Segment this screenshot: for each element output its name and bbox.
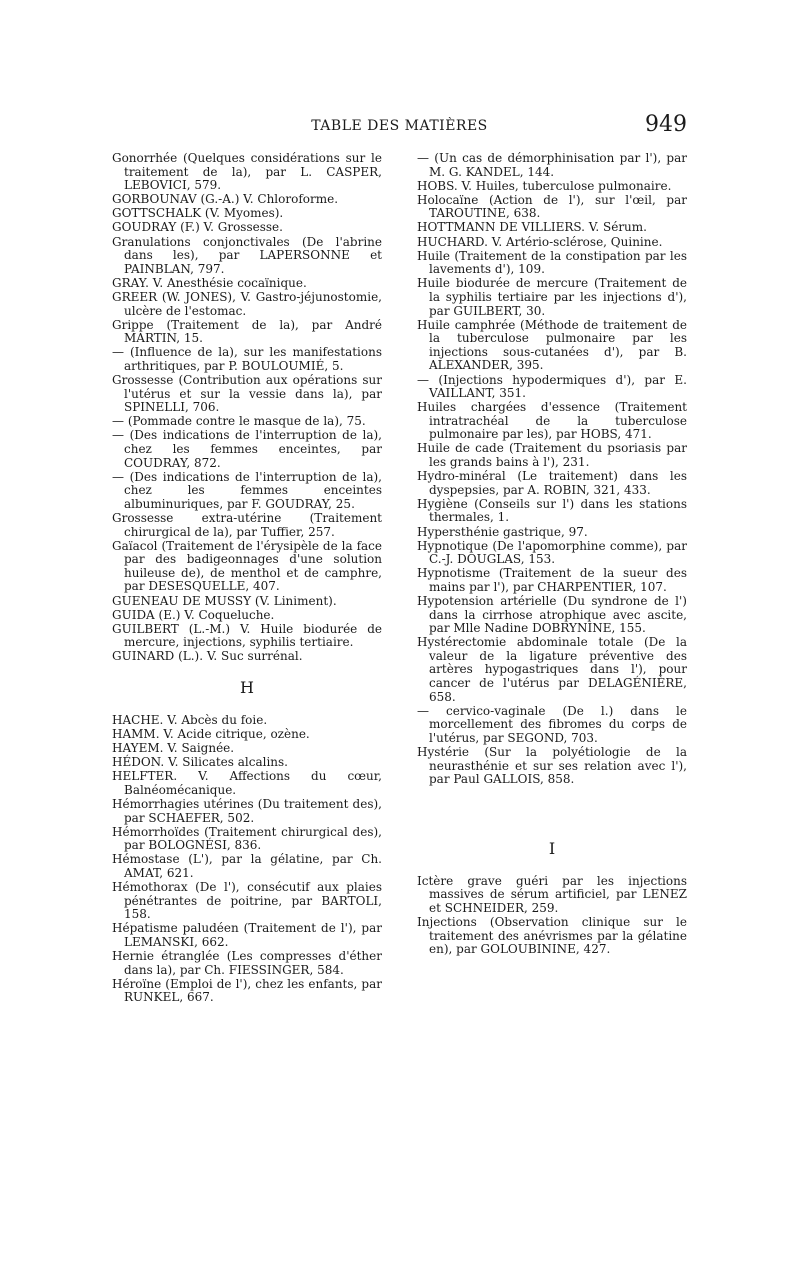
index-entry: Gonorrhée (Quelques considérations sur le traitement de la), par L. CASPER, LEBOVICI, 579. [112,151,382,193]
index-entry: Hémothorax (De l'), consécutif aux plaies pénétrantes de poitrine, par BARTOLI, 158. [112,880,382,922]
index-entry: — (Influence de la), sur les manifestations arthritiques, par P. BOULOUMIÉ, 5. [112,345,382,373]
index-entry: Hépatisme paludéen (Traitement de l'), par LEMANSKI, 662. [112,921,382,949]
section-i-entries [417,875,687,957]
index-entry: HÉDON. V. Silicates alcalins. [112,755,288,770]
index-entry: HAMM. V. Acide citrique, ozène. [112,727,310,742]
index-entry: GRAY. V. Anesthésie cocaïnique. [112,275,307,290]
index-entry: Huile biodurée de mercure (Traitement de la syphilis tertiaire par les injections d'), par GUILBERT, 30. [417,276,687,318]
page-title: TABLE DES MATIÈRES [311,118,488,134]
index-entry: Hypnotisme (Traitement de la sueur des mains par l'), par CHARPENTIER, 107. [417,566,687,594]
index-entry: Hémorrhoïdes (Traitement chirurgical des), par BOLOGNÉSI, 836. [112,824,382,853]
index-entry: Huile camphrée (Méthode de traitement de la tuberculose pulmonaire par les injections sous-cutanées d'), par B. ALEXANDER, 395. [417,317,687,373]
index-entry: — (Des indications de l'interruption de la), chez les femmes enceintes, par COUDRAY, 872. [112,428,382,470]
index-entry: HAYEM. V. Saignée. [112,741,235,756]
section-letter-h: H [240,677,254,697]
index-entry: GUENEAU DE MUSSY (V. Liniment). [112,593,337,608]
index-entry: — cervico-vaginale (De l.) dans le morcellement des fibromes du corps de l'utérus, par SEGOND, 703. [417,703,687,745]
page-number: 949 [645,112,687,137]
left-column [112,152,382,1005]
index-entry: Hystérie (Sur la polyétiologie de la neurasthénie et sur ses relation avec l'), par Paul GALLOIS, 858. [417,745,687,787]
index-entry: HUCHARD. V. Artério-sclérose, Quinine. [417,234,663,249]
page-header [112,112,687,148]
index-entry: GREER (W. JONES), V. Gastro-jéjunostomie, ulcère de l'estomac. [112,289,382,318]
index-entry: Héroïne (Emploi de l'), chez les enfants, par RUNKEL, 667. [112,976,382,1005]
index-entry: GORBOUNAV (G.-A.) V. Chloroforme. [112,192,339,207]
index-entry: Gaïacol (Traitement de l'érysipèle de la face par des badigeonnages d'une solution huileuse de), de menthol et de camphre, par DESESQUELLE, 407. [112,538,382,594]
section-h-continued-entries [417,152,687,787]
index-entry: Huile (Traitement de la constipation par les lavements d'), 109. [417,248,687,277]
index-entry: Holocaïne (Action de l'), sur l'œil, par TAROUTINE, 638. [417,192,687,221]
index-entry: HACHE. V. Abcès du foie. [112,712,268,727]
section-letter-i: I [548,838,556,858]
index-entry: Grossesse extra-utérine (Traitement chirurgical de la), par Tuffier, 257. [112,510,382,539]
index-entry: GUINARD (L.). V. Suc surrénal. [112,649,303,664]
index-entry: Hernie étranglée (Les compresses d'éther dans la), par Ch. FIESSINGER, 584. [112,949,382,977]
index-entry: Huiles chargées d'essence (Traitement intratrachéal de la tuberculose pulmonaire par les), par HOBS, 471. [417,400,687,442]
index-entry: Hypnotique (De l'apomorphine comme), par C.-J. DOUGLAS, 153. [417,538,687,567]
index-entry: HOBS. V. Huiles, tuberculose pulmonaire. [417,178,672,193]
index-entry: Huile de cade (Traitement du psoriasis par les grands bains à l'), 231. [417,441,687,470]
index-entry: — (Injections hypodermiques d'), par E. VAILLANT, 351. [417,372,687,401]
index-entry: GUIDA (E.) V. Coqueluche. [112,607,275,622]
index-entry: Hystérectomie abdominale totale (De la valeur de la ligature préventive des artères hypogastriques dans l'), pour cancer de l'utérus par DELAGÉNIÈRE, 658. [417,635,687,704]
index-entry: Hypotension artérielle (Du syndrone de l') dans la cirrhose atrophique avec ascite, par Mlle Nadine DOBRYNINE, 155. [417,594,687,636]
index-entry: Hémorrhagies utérines (Du traitement des), par SCHAEFER, 502. [112,797,382,825]
section-h-entries [112,714,382,1005]
index-entry: — (Des indications de l'interruption de la), chez les femmes enceintes albuminuriques, par F. GOUDRAY, 25. [112,469,382,511]
index-entry: GUILBERT (L.-M.) V. Huile biodurée de mercure, injections, syphilis tertiaire. [112,621,382,650]
index-entry: Hydro-minéral (Le traitement) dans les dyspepsies, par A. ROBIN, 321, 433. [417,469,687,497]
index-entry: Hygiène (Conseils sur l') dans les stations thermales, 1. [417,496,687,525]
index-entry: HELFTER. V. Affections du cœur, Balnéomécanique. [112,769,382,797]
index-entry: Grippe (Traitement de la), par André MARTIN, 15. [112,317,382,346]
index-entry: — (Un cas de démorphinisation par l'), par M. G. KANDEL, 144. [417,151,687,179]
index-entry: Granulations conjonctivales (De l'abrine dans les), par LAPERSONNE et PAINBLAN, 797. [112,234,382,276]
index-entry: Hypersthénie gastrique, 97. [417,524,588,539]
index-entry: GOUDRAY (F.) V. Grossesse. [112,220,283,235]
index-entry: Ictère grave guéri par les injections massives de sérum artificiel, par LENEZ et SCHNEIDER, 259. [417,873,687,915]
index-entry: HOTTMANN DE VILLIERS. V. Sérum. [417,220,647,235]
right-column [417,152,687,957]
index-entry: Grossesse (Contribution aux opérations sur l'utérus et sur la vessie dans la), par SPINELLI, 706. [112,373,382,415]
index-entry: Hémostase (L'), par la gélatine, par Ch. AMAT, 621. [112,852,382,880]
index-entry: — (Pommade contre le masque de la), 75. [112,414,366,429]
index-entry: GOTTSCHALK (V. Myomes). [112,206,284,221]
section-g-entries [112,152,382,664]
index-entry: Injections (Observation clinique sur le traitement des anévrismes par la gélatine en), par GOLOUBININE, 427. [417,915,687,957]
